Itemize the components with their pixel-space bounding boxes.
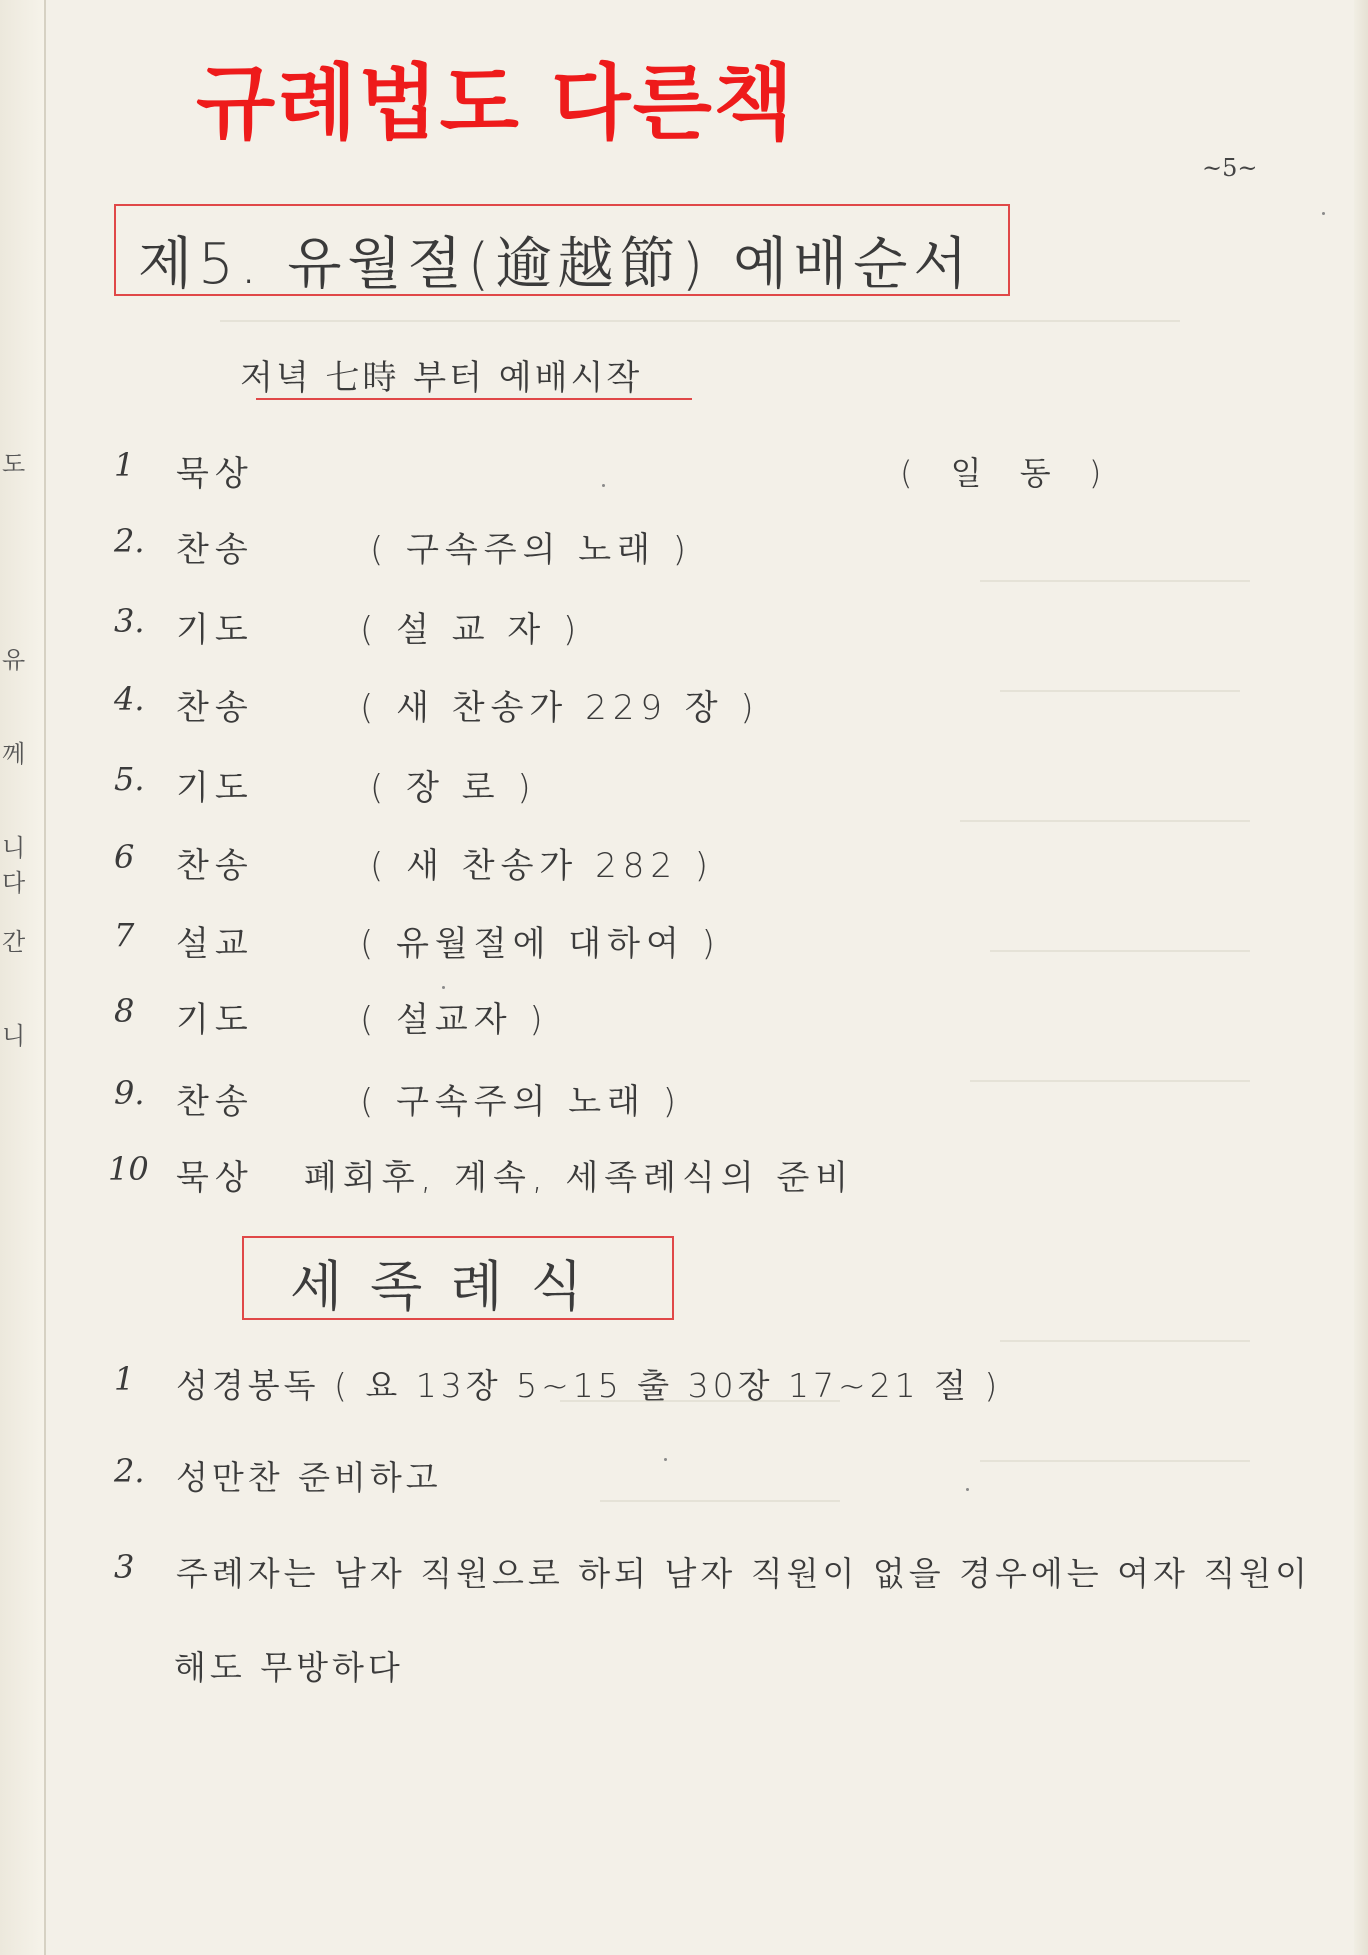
item-number: 6: [114, 838, 135, 876]
paper-speck: [966, 1488, 969, 1491]
order-item: [114, 916, 1114, 966]
bleed-through-line: [220, 320, 1180, 322]
item-number: 8: [114, 992, 135, 1030]
item-note: ( 유월절에 대하여 ): [360, 924, 721, 964]
margin-fragment: 께: [2, 740, 26, 768]
order-item: [114, 992, 1114, 1042]
item-name: 기도: [176, 768, 254, 808]
margin-fragment: 니: [2, 1022, 26, 1050]
item-note: ( 설교자 ): [360, 1000, 549, 1040]
item-name: 묵상: [176, 454, 254, 494]
item-name: 찬송: [176, 530, 254, 570]
item-note: ( 설 교 자 ): [360, 610, 583, 650]
order-side-note: ( 일 동 ): [900, 454, 1116, 492]
right-page-edge: [1354, 0, 1368, 1955]
rite-item: [114, 1360, 1214, 1410]
left-page-edge: [0, 0, 46, 1955]
item-number: 1: [114, 446, 135, 484]
item-number: 10: [108, 1150, 149, 1188]
margin-fragment: 유: [2, 646, 26, 674]
service-start-note: 저녁 七時 부터 예배시작: [240, 358, 643, 398]
item-note: ( 구속주의 노래 ): [360, 1082, 683, 1122]
annotation-banner: 규례법도 다른책: [196, 56, 796, 151]
item-note: ( 구속주의 노래 ): [370, 530, 693, 570]
paper-speck: [442, 986, 445, 989]
item-number: 2.: [114, 522, 145, 560]
order-item: [114, 602, 1114, 652]
section-title: 세족례식: [290, 1255, 611, 1318]
item-number: 1: [114, 1360, 135, 1398]
margin-fragment: 간: [2, 928, 26, 956]
paper-speck: [602, 484, 605, 487]
item-number: 5.: [114, 760, 145, 798]
order-item: [114, 522, 1114, 572]
bleed-through-line: [960, 820, 1250, 822]
item-number: 7: [114, 916, 135, 954]
item-number: 4.: [114, 680, 145, 718]
margin-fragment: 니다: [2, 834, 26, 897]
item-text: 성경봉독 ( 요 13장 5~15 출 30장 17~21 절 ): [176, 1366, 1002, 1405]
item-name: 기도: [176, 1000, 254, 1040]
item-text: 성만찬 준비하고: [176, 1458, 442, 1497]
item-name: 묵상: [176, 1158, 254, 1198]
item-number: 3.: [114, 602, 145, 640]
item-name: 찬송: [176, 1082, 254, 1122]
item-number: 3: [114, 1548, 135, 1586]
page-title: 제5. 유월절(逾越節) 예배순서: [138, 232, 974, 297]
item-note: ( 장 로 ): [370, 768, 537, 808]
order-item: [114, 680, 1114, 730]
item-name: 설교: [176, 924, 254, 964]
item-text: 주례자는 남자 직원으로 하되 남자 직원이 없을 경우에는 여자 직원이: [176, 1554, 1311, 1593]
item-number: 9.: [114, 1074, 145, 1112]
subtitle-underline: [256, 398, 692, 400]
item-name: 기도: [176, 610, 254, 650]
order-item: [114, 838, 1114, 888]
paper-speck: [664, 1458, 667, 1461]
item-note: ( 새 찬송가 229 장 ): [360, 688, 760, 728]
page-number: ~5~: [1202, 154, 1258, 182]
item-name: 찬송: [176, 688, 254, 728]
paper-speck: [1322, 212, 1325, 215]
bleed-through-line: [1000, 1340, 1250, 1342]
order-item: [108, 1150, 1108, 1200]
bleed-through-line: [980, 580, 1250, 582]
order-item: [114, 1074, 1114, 1124]
item-note: 폐회후, 계속, 세족례식의 준비: [304, 1158, 855, 1198]
item-number: 2.: [114, 1452, 145, 1490]
rite-item: [114, 1548, 1311, 1598]
rite-item-continuation: 해도 무방하다: [174, 1648, 404, 1687]
item-name: 찬송: [176, 846, 254, 886]
order-item: [114, 760, 1114, 810]
item-note: ( 새 찬송가 282 ): [370, 846, 715, 886]
margin-fragment: 도: [2, 450, 26, 478]
